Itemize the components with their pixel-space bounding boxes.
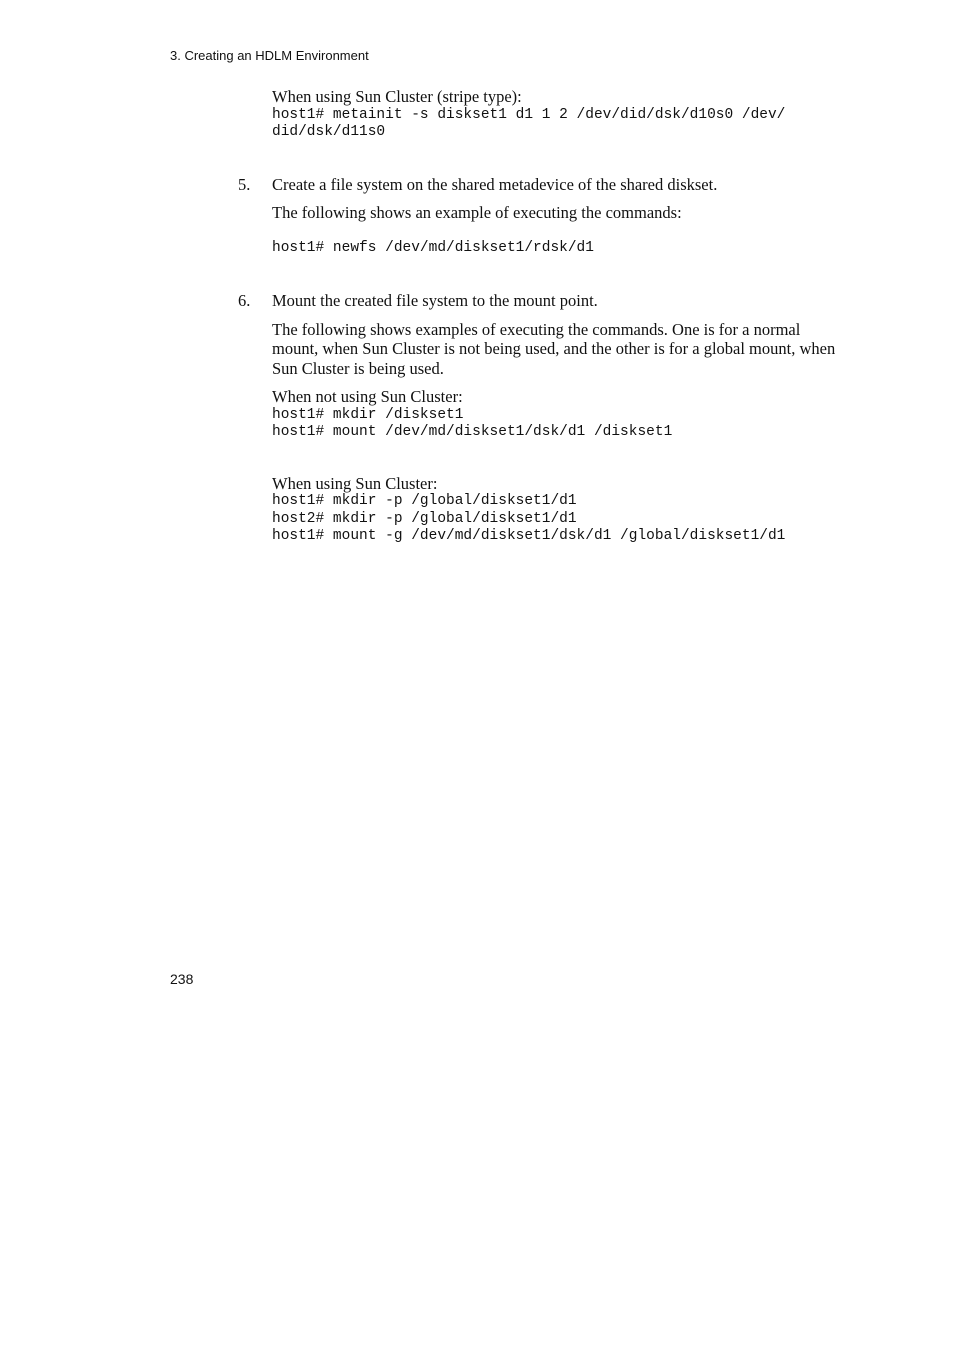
cluster-code-block: host1# mkdir -p /global/diskset1/d1 host2# mkdir -p /global/diskset1/d1 host1# mount -g /dev/md/diskset1/dsk/d1 /global/diskset1/d1 (272, 493, 786, 544)
cluster-label: When using Sun Cluster: (272, 473, 438, 493)
step-6-title: Mount the created file system to the mount point. (272, 291, 598, 310)
running-header: 3. Creating an HDLM Environment (170, 48, 369, 63)
step-6-number: 6. (238, 291, 251, 310)
page-content (238, 87, 842, 546)
step-5-description: The following shows an example of executing the commands: (272, 203, 682, 222)
page-number: 238 (170, 971, 194, 987)
step-6-description: The following shows examples of executing the commands. One is for a normal mount, when Sun Cluster is not being used, and the other is for a global mount, when Sun Cluster is being used. (272, 319, 836, 378)
metainit-code-block: host1# metainit -s diskset1 d1 1 2 /dev/did/dsk/d10s0 /dev/ did/dsk/d11s0 (272, 106, 786, 140)
step-6 (238, 291, 842, 546)
stripe-type-label: When using Sun Cluster (stripe type): (272, 87, 522, 106)
newfs-code-block: host1# newfs /dev/md/diskset1/rdsk/d1 (272, 239, 594, 256)
no-cluster-label: When not using Sun Cluster: (272, 387, 463, 406)
no-cluster-code-block: host1# mkdir /diskset1 host1# mount /dev/md/diskset1/dsk/d1 /diskset1 (272, 406, 673, 440)
step-5-title: Create a file system on the shared metadevice of the shared diskset. (272, 174, 718, 194)
step-5 (238, 174, 842, 258)
step-5-number: 5. (238, 174, 251, 194)
